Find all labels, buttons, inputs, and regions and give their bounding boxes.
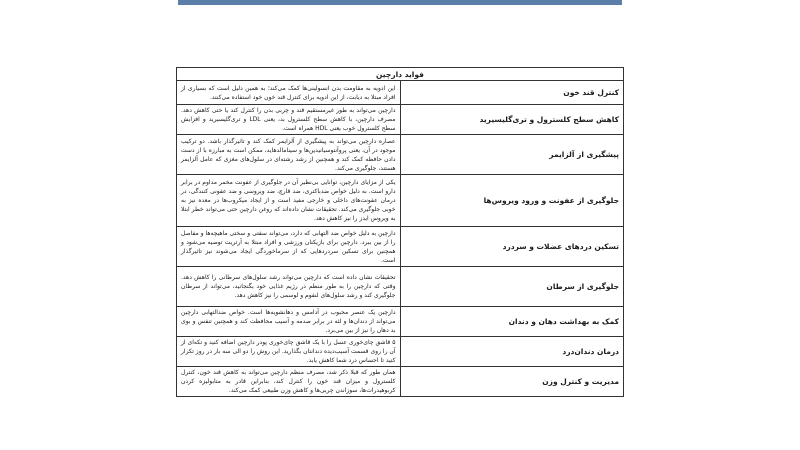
- row-topic: کنترل قند خون: [400, 81, 624, 105]
- row-description: دارچین یک عنصر محبوب در آدامس و دهانشویه‌ها است. خواص ضدالتهابی دارچین می‌تواند از دندان‌ها و لثه در برابر صدمه و آسیب محافظت کند و همچنین تنفس و بوی بد دهان را نیز از بین می‌برد.: [177, 307, 401, 337]
- row-description: دارچین به دلیل خواص ضد التهابی که دارد، می‌تواند سفتی و سختی ماهیچه‌ها و مفاصل را از بین ببرد. دارچین برای بازیکنان ورزشی و افراد مبتلا به آرتریت توصیه می‌شود و همچنین برای تسکین سردردهایی که از سرماخوردگی ایجاد می‌شوند نیز تاثیرگذار است.: [177, 227, 401, 267]
- row-description: این ادویه به مقاومت بدن انسولینی‌ها کمک می‌کند؛ به همین دلیل است که بسیاری از افراد مبتلا به دیابت، از این ادویه برای کنترل قند خون خود استفاده می‌کنند.: [177, 81, 401, 105]
- row-topic: تسکین دردهای عضلات و سردرد: [400, 227, 624, 267]
- table-row: [177, 175, 624, 227]
- table-row: [177, 135, 624, 175]
- row-topic: مدیریت و کنترل وزن: [400, 367, 624, 397]
- row-topic: جلوگیری از عفونت و ورود ویروس‌ها: [400, 175, 624, 227]
- row-description: همان طور که قبلا ذکر شد، مصرف منظم دارچین می‌تواند به کاهش قند خون، کنترل کلسترول و میزان قند خون را کنترل کند، بنابراین قادر به متابولیزه کردن کربوهیدرات‌ها، سوزاندن چربی‌ها و کاهش وزن طبیعی کمک می‌کند.: [177, 367, 401, 397]
- row-description: یکی از مزایای دارچین، توانایی بی‌نظیر آن در جلوگیری از عفونت مخمر مداوم در برابر دارو است. به دلیل خواص ضدباکتری، ضد قارچ، ضد ویروسی و ضد عفونی کنندگی، در درمان عفونت‌های داخلی و خارجی مفید است و از ایجاد میکروب‌ها در معده نیز به خوبی جلوگیری می‌کند. تحقیقات نشان داده‌اند که روغن دارچین حتی می‌تواند خطر ابتلا به ویروس ایدز را نیز کاهش دهد.: [177, 175, 401, 227]
- row-description: تحقیقات نشان داده است که دارچین می‌تواند رشد سلول‌های سرطانی را کاهش دهد. وقتی که دارچین را به طور منظم در رژیم غذایی خود بگنجانید، می‌تواند از سرطان جلوگیری کند و رشد سلول‌های لنفوم و لوسمی را نیز کاهش دهد.: [177, 267, 401, 307]
- table-row: [177, 367, 624, 397]
- row-topic: کمک به بهداشت دهان و دندان: [400, 307, 624, 337]
- row-topic: پیشگیری از آلزایمر: [400, 135, 624, 175]
- table-row: [177, 227, 624, 267]
- document-page: [176, 67, 624, 397]
- table-row: [177, 105, 624, 135]
- table-row: [177, 267, 624, 307]
- row-topic: کاهش سطح کلسترول و تری‌گلیسیرید: [400, 105, 624, 135]
- row-description: عصاره دارچین می‌تواند به پیشگیری از آلزایمر کمک کند و تاثیرگذار باشد. دو ترکیب موجود در آن، یعنی پروآنتوسیانیدین‌ها و سینامالدهاید، ممکن است به مبارزه با از دست دادن حافظه کمک کند و همچنین از رشد رشته‌ای در سلول‌های مغزی که عامل آلزایمر هستند، جلوگیری می‌کند.: [177, 135, 401, 175]
- row-topic: درمان دندان‌درد: [400, 337, 624, 367]
- page-top-accent-bar: [178, 0, 622, 5]
- table-header: فواید دارچین: [177, 68, 624, 81]
- row-description: دارچین می‌تواند به طور غیرمستقیم قند و چربی بدن را کنترل کند یا حتی کاهش دهد. مصرف دارچین، با کاهش سطح کلسترول بد، یعنی LDL و تری‌گلیسیرید و افزایش سطح کلسترول خوب یعنی HDL همراه است.: [177, 105, 401, 135]
- row-topic: جلوگیری از سرطان: [400, 267, 624, 307]
- row-description: ۵ قاشق چای‌خوری عسل را با یک قاشق چای‌خوری پودر دارچین اضافه کنید و تکه‌ای از آن را روی قسمت آسیب‌دیده دندانتان بگذارید. این روش را دو الی سه بار در روز تکرار کنید تا احساس درد شما کاهش یابد.: [177, 337, 401, 367]
- table-row: [177, 307, 624, 337]
- benefits-table: [176, 67, 624, 397]
- table-header-row: [177, 68, 624, 81]
- table-row: [177, 337, 624, 367]
- table-row: [177, 81, 624, 105]
